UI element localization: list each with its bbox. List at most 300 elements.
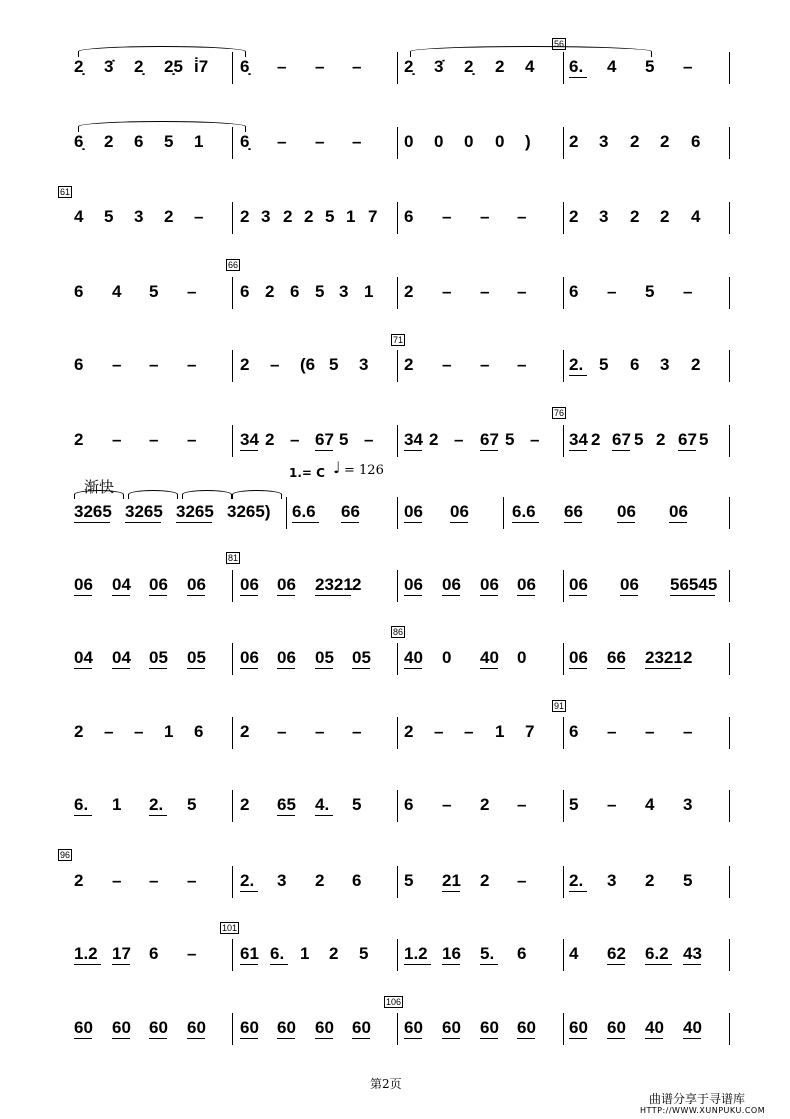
underline: [149, 1038, 167, 1039]
underline: [569, 668, 587, 669]
note: 60: [404, 1018, 423, 1037]
measure-number: 86: [393, 627, 404, 637]
note: 2.: [240, 871, 255, 890]
bar-line: [397, 277, 398, 309]
note: 4: [112, 282, 122, 301]
bar-line: [729, 939, 730, 971]
note: 3: [134, 207, 144, 226]
note: 2: [480, 871, 490, 890]
underline: [112, 595, 130, 596]
measure-number: 56: [554, 39, 565, 49]
note: 5: [645, 57, 655, 76]
note: –: [517, 795, 527, 814]
note: 06: [404, 502, 423, 521]
note: 21: [442, 871, 461, 890]
bar-line: [397, 866, 398, 898]
bar-line: [397, 425, 398, 457]
note: –: [364, 430, 374, 449]
note: 5: [149, 282, 159, 301]
note: –: [352, 57, 362, 76]
note: 06: [669, 502, 688, 521]
underline: [480, 450, 498, 451]
note: 2321: [315, 575, 353, 594]
note: 5: [645, 282, 655, 301]
note: 3: [683, 795, 693, 814]
bar-line: [729, 497, 730, 529]
note: 6: [352, 871, 362, 890]
note: 06: [617, 502, 636, 521]
slur: [232, 490, 282, 499]
underline: [645, 964, 672, 965]
note: –: [315, 722, 325, 741]
bar-line: [729, 717, 730, 749]
measure-number: 66: [228, 260, 239, 270]
note: 3265): [227, 502, 271, 521]
underline: [569, 375, 587, 376]
measure-number: 106: [386, 997, 402, 1007]
note: 61: [240, 944, 259, 963]
underline: [149, 595, 167, 596]
note: 04: [74, 648, 93, 667]
note: 4: [525, 57, 535, 76]
note: 6: [240, 282, 250, 301]
note: 2̣: [404, 57, 414, 76]
note: 06: [569, 575, 588, 594]
note: –: [187, 282, 197, 301]
note: 06: [480, 575, 499, 594]
bar-line: [503, 497, 504, 529]
note: –: [442, 207, 452, 226]
tempo-text: 渐快: [84, 478, 115, 496]
underline: [607, 668, 625, 669]
note: –: [277, 57, 287, 76]
note: 2.: [569, 871, 584, 890]
bar-line: [563, 1013, 564, 1045]
note: 40: [480, 648, 499, 667]
underline: [352, 1038, 370, 1039]
underline: [187, 1038, 205, 1039]
note: 6: [569, 722, 579, 741]
note: 2: [656, 430, 666, 449]
note: 1: [112, 795, 122, 814]
note: 1: [364, 282, 374, 301]
underline: [74, 964, 101, 965]
note: 3: [277, 871, 287, 890]
note: 5: [599, 355, 609, 374]
note: 04: [112, 648, 131, 667]
bar-line: [397, 570, 398, 602]
note: 5: [683, 871, 693, 890]
note: 2321: [645, 648, 683, 667]
note: 3: [599, 132, 609, 151]
note: –: [683, 722, 693, 741]
bar-line: [729, 277, 730, 309]
quarter-note-icon: ♩: [333, 458, 341, 477]
note: –: [683, 57, 693, 76]
underline: [404, 964, 431, 965]
note: 60: [517, 1018, 536, 1037]
note: 6.6: [512, 502, 536, 521]
note: 6̣: [74, 132, 84, 151]
note: 2: [329, 944, 339, 963]
note: 43: [683, 944, 702, 963]
note: 3: [339, 282, 349, 301]
note: 66: [341, 502, 360, 521]
note: 1: [495, 722, 505, 741]
note: 5.: [480, 944, 495, 963]
watermark-line-2: HTTP://WWW.XUNPUKU.COM: [640, 1106, 766, 1115]
note: 3265: [176, 502, 214, 521]
underline: [112, 964, 130, 965]
underline: [149, 815, 167, 816]
note: –: [480, 282, 490, 301]
note: 5: [699, 430, 709, 449]
underline: [404, 522, 422, 523]
underline: [270, 964, 288, 965]
note: 5: [339, 430, 349, 449]
note: 2: [569, 132, 579, 151]
note: 2: [104, 132, 114, 151]
note: 2: [404, 722, 414, 741]
watermark-line-1: 曲谱分享于寻谱库: [649, 1092, 746, 1106]
note: 5: [164, 132, 174, 151]
underline: [240, 595, 258, 596]
note: –: [464, 722, 474, 741]
note: –: [112, 430, 122, 449]
note: 05: [315, 648, 334, 667]
bar-line: [563, 277, 564, 309]
note: 2: [404, 355, 414, 374]
bar-line: [232, 202, 233, 234]
underline: [569, 1038, 587, 1039]
underline: [480, 595, 498, 596]
note: 3265: [74, 502, 112, 521]
underline: [517, 1038, 535, 1039]
bar-line: [397, 52, 398, 84]
measure-number: 96: [60, 850, 71, 860]
underline: [292, 522, 319, 523]
underline: [442, 891, 460, 892]
note: 2̣: [74, 57, 84, 76]
note: 2̣: [464, 57, 474, 76]
note: 6.: [569, 57, 584, 76]
bar-line: [563, 202, 564, 234]
note: 5: [634, 430, 644, 449]
underline: [240, 964, 258, 965]
note: –: [134, 722, 144, 741]
bar-line: [397, 643, 398, 675]
measure-number: 101: [222, 923, 238, 933]
note: 40: [645, 1018, 664, 1037]
note: 3: [660, 355, 670, 374]
note: –: [480, 207, 490, 226]
note: 0: [495, 132, 505, 151]
note: 06: [442, 575, 461, 594]
note: 6: [569, 282, 579, 301]
note: 1: [194, 132, 204, 151]
note: 2: [74, 722, 84, 741]
note: 0: [517, 648, 527, 667]
note: 60: [149, 1018, 168, 1037]
note: 34: [569, 430, 588, 449]
note: 60: [569, 1018, 588, 1037]
note: 1.2: [404, 944, 428, 963]
key-label: 1.= C: [289, 466, 325, 480]
note: –: [187, 944, 197, 963]
underline: [645, 668, 681, 669]
note: 5: [329, 355, 339, 374]
note: 60: [277, 1018, 296, 1037]
note: 4: [74, 207, 84, 226]
note: 60: [442, 1018, 461, 1037]
note: 6.6: [292, 502, 316, 521]
underline: [512, 522, 539, 523]
note: 5: [505, 430, 515, 449]
underline: [149, 668, 167, 669]
bar-line: [232, 866, 233, 898]
underline: [277, 668, 295, 669]
underline: [74, 1038, 92, 1039]
note: 17: [112, 944, 131, 963]
note: 2: [495, 57, 505, 76]
bar-line: [232, 939, 233, 971]
underline: [645, 1038, 663, 1039]
note: 2: [315, 871, 325, 890]
note: –: [112, 355, 122, 374]
note: 06: [620, 575, 639, 594]
note: 4: [691, 207, 701, 226]
underline: [277, 595, 295, 596]
note: –: [683, 282, 693, 301]
bar-line: [563, 425, 564, 457]
note: 2.: [149, 795, 164, 814]
note: –: [290, 430, 300, 449]
note: 65: [277, 795, 296, 814]
underline: [74, 815, 92, 816]
underline: [442, 964, 460, 965]
note: 2: [404, 282, 414, 301]
underline: [480, 1038, 498, 1039]
note: –: [315, 132, 325, 151]
bar-line: [232, 570, 233, 602]
bar-line: [232, 717, 233, 749]
note: –: [645, 722, 655, 741]
note: 05: [187, 648, 206, 667]
underline: [352, 668, 370, 669]
note: –: [352, 722, 362, 741]
note: –: [187, 871, 197, 890]
underline: [569, 77, 587, 78]
note: –: [149, 871, 159, 890]
note: 2: [691, 355, 701, 374]
note: 2: [683, 648, 693, 667]
underline: [74, 668, 92, 669]
note: 7: [368, 207, 378, 226]
note: 4.: [315, 795, 330, 814]
note: 5: [359, 944, 369, 963]
bar-line: [563, 790, 564, 822]
note: 60: [187, 1018, 206, 1037]
note: 2: [240, 207, 250, 226]
underline: [569, 595, 587, 596]
underline: [564, 522, 582, 523]
underline: [607, 964, 625, 965]
note: 06: [240, 648, 259, 667]
underline: [442, 595, 460, 596]
note: 5: [187, 795, 197, 814]
underline: [607, 1038, 625, 1039]
underline: [404, 595, 422, 596]
note: 2: [240, 795, 250, 814]
note: 2.: [569, 355, 584, 374]
slur: [182, 490, 232, 499]
note: 6: [74, 355, 84, 374]
underline: [683, 1038, 701, 1039]
note: 5: [569, 795, 579, 814]
note: 1: [164, 722, 174, 741]
note: 2: [164, 207, 174, 226]
note: 06: [404, 575, 423, 594]
underline: [187, 595, 205, 596]
bar-line: [397, 497, 398, 529]
note: 2: [283, 207, 293, 226]
bar-line: [397, 790, 398, 822]
note: 0: [434, 132, 444, 151]
note: 2: [480, 795, 490, 814]
underline: [683, 964, 701, 965]
bar-line: [232, 425, 233, 457]
note: 6.: [270, 944, 285, 963]
note: –: [434, 722, 444, 741]
bar-line: [232, 350, 233, 382]
bar-line: [397, 1013, 398, 1045]
note: 6: [691, 132, 701, 151]
note: 16: [442, 944, 461, 963]
underline: [74, 595, 92, 596]
note: 1: [346, 207, 356, 226]
note: –: [607, 795, 617, 814]
note: –: [517, 355, 527, 374]
bar-line: [729, 425, 730, 457]
underline: [450, 522, 468, 523]
underline: [315, 668, 333, 669]
underline: [404, 1038, 422, 1039]
note: 67: [612, 430, 631, 449]
note: 4: [645, 795, 655, 814]
underline: [404, 450, 422, 451]
note: 3̇: [104, 57, 114, 76]
note: 7: [525, 722, 535, 741]
note: 1.2: [74, 944, 98, 963]
note: 34: [240, 430, 259, 449]
underline: [404, 668, 422, 669]
bar-line: [563, 866, 564, 898]
underline: [315, 815, 333, 816]
note: –: [277, 132, 287, 151]
underline: [176, 522, 212, 523]
underline: [315, 1038, 333, 1039]
note: 04: [112, 575, 131, 594]
note: –: [530, 430, 540, 449]
note: 05: [149, 648, 168, 667]
note: 2: [265, 282, 275, 301]
note: 66: [607, 648, 626, 667]
underline: [240, 1038, 258, 1039]
note: –: [194, 207, 204, 226]
underline: [669, 522, 687, 523]
note: 2: [591, 430, 601, 449]
note: 6: [404, 795, 414, 814]
underline: [569, 891, 587, 892]
underline: [617, 522, 635, 523]
note: 1: [300, 944, 310, 963]
note: –: [112, 871, 122, 890]
underline: [74, 522, 110, 523]
note: 3: [359, 355, 369, 374]
note: –: [187, 355, 197, 374]
note: 6.2: [645, 944, 669, 963]
bar-line: [729, 1013, 730, 1045]
note: 06: [277, 648, 296, 667]
underline: [569, 450, 587, 451]
note: 60: [315, 1018, 334, 1037]
bar-line: [729, 866, 730, 898]
bar-line: [729, 202, 730, 234]
bar-line: [563, 939, 564, 971]
note: 2: [429, 430, 439, 449]
page-footer: 第2页: [370, 1077, 402, 1091]
slur: [78, 46, 246, 57]
note: 60: [352, 1018, 371, 1037]
underline: [612, 450, 630, 451]
bar-line: [729, 52, 730, 84]
note: 0: [464, 132, 474, 151]
note: 5: [315, 282, 325, 301]
note: i̇7: [194, 57, 209, 76]
note: 67: [678, 430, 697, 449]
note: 3: [261, 207, 271, 226]
bar-line: [563, 643, 564, 675]
note: –: [480, 355, 490, 374]
underline: [678, 450, 696, 451]
underline: [620, 595, 638, 596]
bar-line: [232, 1013, 233, 1045]
underline: [112, 668, 130, 669]
note: 2: [569, 207, 579, 226]
note: 6.: [74, 795, 89, 814]
bar-line: [397, 939, 398, 971]
note: 06: [149, 575, 168, 594]
bar-line: [286, 497, 287, 529]
note: 2̣: [134, 57, 144, 76]
underline: [125, 522, 161, 523]
bar-line: [397, 350, 398, 382]
measure-number: 61: [60, 187, 71, 197]
note: 2: [304, 207, 314, 226]
note: 6: [517, 944, 527, 963]
note: 2: [645, 871, 655, 890]
note: 2: [240, 355, 250, 374]
note: –: [104, 722, 114, 741]
measure-number: 91: [554, 701, 565, 711]
bar-line: [729, 643, 730, 675]
note: 56545: [670, 575, 718, 594]
note: 5: [352, 795, 362, 814]
note: ): [525, 132, 531, 151]
note: 67: [480, 430, 499, 449]
note: –: [607, 282, 617, 301]
note: 5: [404, 871, 414, 890]
